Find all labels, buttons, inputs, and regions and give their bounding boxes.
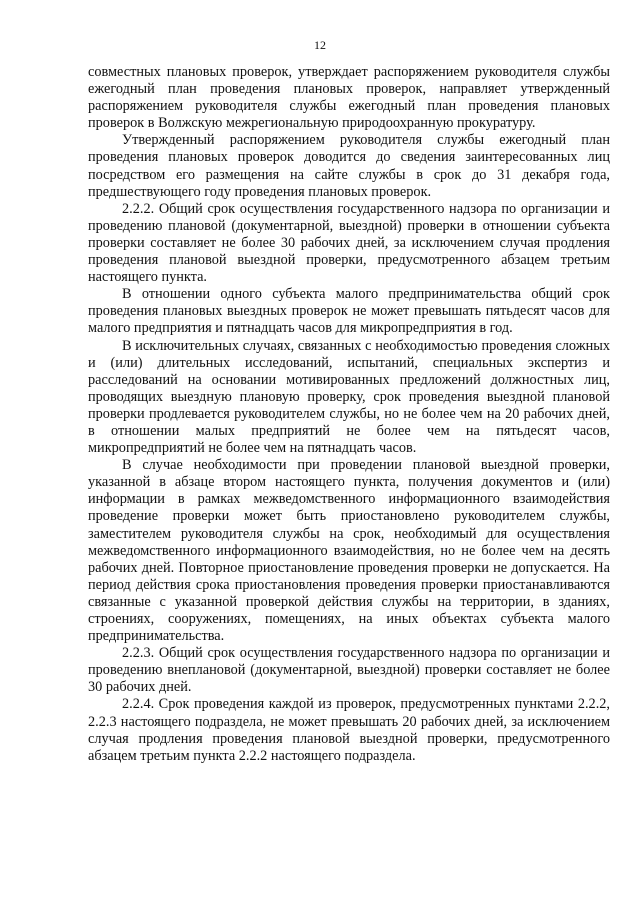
page-number: 12	[314, 38, 326, 52]
paragraph-2-2-4: 2.2.4. Срок проведения каждой из проверок, предусмотренных пунктами 2.2.2, 2.2.3 настоящего подраздела, не может превышать 20 рабочих дней, за исключением случая продления проведения плановой выездной проверки, предусмотренного абзацем третьим пункта 2.2.2 настоящего подраздела.	[88, 696, 610, 764]
document-body	[88, 64, 610, 765]
paragraph-suspension: В случае необходимости при проведении плановой выездной проверки, указанной в абзаце втором настоящего пункта, получения документов и (или) информации в рамках межведомственного информационного взаимодействия проведение проверки может быть приостановлено руководителем службы, заместителем руководителя службы на срок, необходимый для осуществления межведомственного информационного взаимодействия, но не более чем на десять рабочих дней. Повторное приостановление проведения проверки не допускается. На период действия срока приостановления проведения проверки приостанавливаются связанные с указанной проверкой действия службы на территории, в зданиях, строениях, сооружениях, помещениях, на иных объектах субъекта малого предпринимательства.	[88, 457, 610, 645]
paragraph-exceptional-cases: В исключительных случаях, связанных с необходимостью проведения сложных и (или) длительных исследований, испытаний, специальных экспертиз и расследований на основании мотивированных предложений должностных лиц, проводящих выездную плановую проверку, срок проведения выездной плановой проверки продлевается руководителем службы, но не более чем на 20 рабочих дней, в отношении малых предприятий не более чем на пятьдесят часов, микропредприятий не более чем на пятнадцать часов.	[88, 337, 610, 457]
paragraph-small-business-limit: В отношении одного субъекта малого предпринимательства общий срок проведения плановых выездных проверок не может превышать пятьдесят часов для малого предприятия и пятнадцать часов для микропредприятия в год.	[88, 286, 610, 337]
paragraph-continuation: совместных плановых проверок, утверждает распоряжением руководителя службы ежегодный план проведения плановых проверок, направляет утвержденный распоряжением руководителя службы ежегодный план проведения плановых проверок в Волжскую межрегиональную природоохранную прокуратуру.	[88, 64, 610, 132]
paragraph-2-2-2: 2.2.2. Общий срок осуществления государственного надзора по организации и проведению плановой (документарной, выездной) проверки в отношении субъекта проверки составляет не более 30 рабочих дней, за исключением случая продления проведения плановой выездной проверки, предусмотренного абзацем третьим настоящего пункта.	[88, 200, 610, 286]
paragraph-plan-publication: Утвержденный распоряжением руководителя службы ежегодный план проведения плановых проверок доводится до сведения заинтересованных лиц посредством его размещения на сайте службы в срок до 31 декабря года, предшествующего году проведения плановых проверок.	[88, 132, 610, 200]
paragraph-2-2-3: 2.2.3. Общий срок осуществления государственного надзора по организации и проведению внеплановой (документарной, выездной) проверки составляет не более 30 рабочих дней.	[88, 645, 610, 696]
